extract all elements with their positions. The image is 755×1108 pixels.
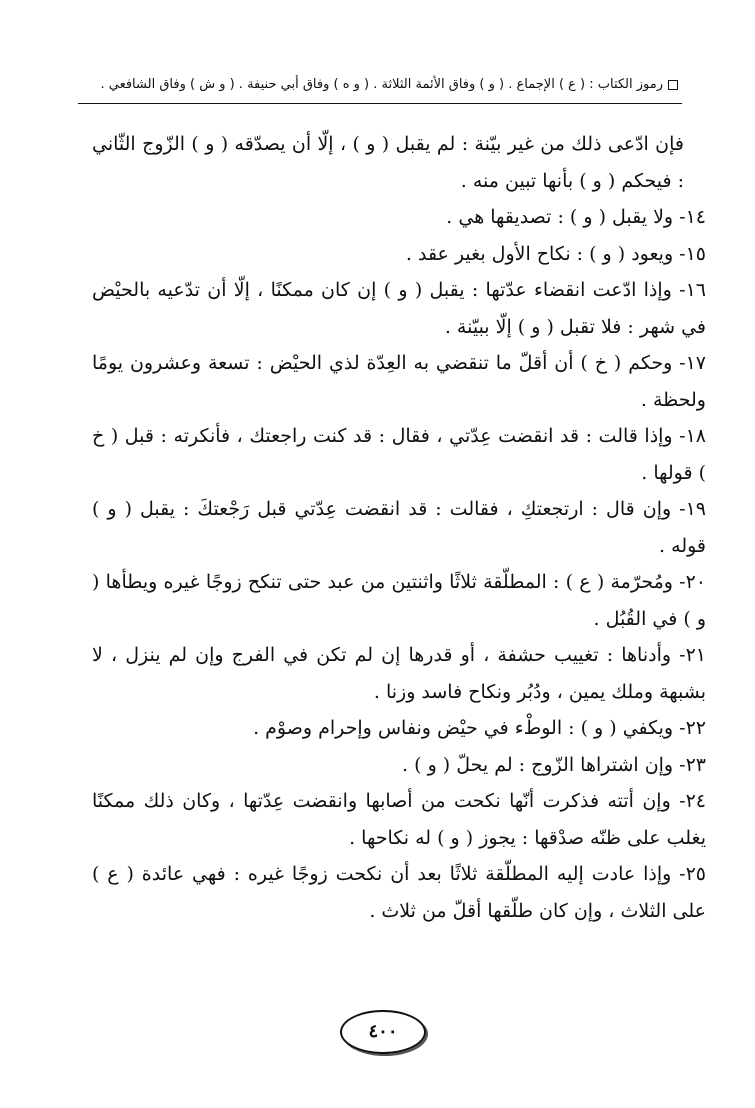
clause-24: ٢٤- وإن أتته فذكرت أنّها نكحت من أصابها وانقضت عِدّتها ، وكان ذلك ممكنًا يغلب على ظنّه صدْقها : يجوز ( و ) له نكاحها . bbox=[92, 790, 706, 849]
clause-15: ١٥- ويعود ( و ) : نكاح الأول بغير عقد . bbox=[405, 242, 706, 265]
square-bullet-icon bbox=[668, 80, 678, 90]
page-body bbox=[92, 126, 706, 929]
clause-18: ١٨- وإذا قالت : قد انقضت عِدّتي ، فقال : قد كنت راجعتك ، فأنكرته : قبل ( خ ) قولها . bbox=[92, 425, 706, 484]
running-header bbox=[78, 74, 678, 96]
clause-22: ٢٢- ويكفي ( و ) : الوطْء في حيْض ونفاس وإحرام وصوْم . bbox=[253, 717, 706, 739]
clause-19: ١٩- وإن قال : ارتجعتكِ ، فقالت : قد انقضت عِدّتي قبل رَجْعتكَ : يقبل ( و ) قوله . bbox=[92, 498, 706, 557]
clause-20: ٢٠- ومُحرّمة ( ع ) : المطلّقة ثلاثًا واثنتين من عبد حتى تنكح زوجًا غيره ويطأها ( و ) في القُبُل . bbox=[92, 571, 706, 630]
clause-25: ٢٥- وإذا عادت إليه المطلّقة ثلاثًا بعد أن نكحت زوجًا غيره : فهي عائدة ( ع ) على الثلاث ، وإن كان طلّقها أقلّ من ثلاث . bbox=[92, 863, 706, 922]
clause-17: ١٧- وحكم ( خ ) أن أقلّ ما تنقضي به العِدّة لذي الحيْض : تسعة وعشرون يومًا ولحظة . bbox=[92, 352, 706, 411]
clause-21: ٢١- وأدناها : تغييب حشفة ، أو قدرها إن لم تكن في الفرج وإن لم ينزل ، لا بشبهة وملك يمين ، ودُبُر ونكاح فاسد وزنا . bbox=[92, 644, 706, 703]
clause-14: ١٤- ولا يقبل ( و ) : تصديقها هي . bbox=[446, 206, 706, 228]
clause-16: ١٦- وإذا ادّعت انقضاء عدّتها : يقبل ( و ) إن كان ممكنًا ، إلّا أن تدّعيه بالحيْض في شهر : فلا تقبل ( و ) إلّا ببيّنة . bbox=[92, 279, 706, 338]
header-rule bbox=[78, 103, 682, 104]
page-number: ٤٠٠ bbox=[340, 1010, 426, 1054]
continuation-paragraph: فإن ادّعى ذلك من غير بيّنة : لم يقبل ( و ) ، إلّا أن يصدّقه ( و ) الزّوج الثّاني : فيحكم ( و ) بأنها تبين منه . bbox=[92, 133, 684, 192]
clause-23: ٢٣- وإن اشتراها الزّوج : لم يحلّ ( و ) . bbox=[402, 753, 706, 776]
header-text: رموز الكتاب : ( ع ) الإجماع . ( و ) وفاق الأئمة الثلاثة . ( و ه ) وفاق أبي حنيفة . ( و ش ) وفاق الشافعي . bbox=[100, 77, 663, 92]
